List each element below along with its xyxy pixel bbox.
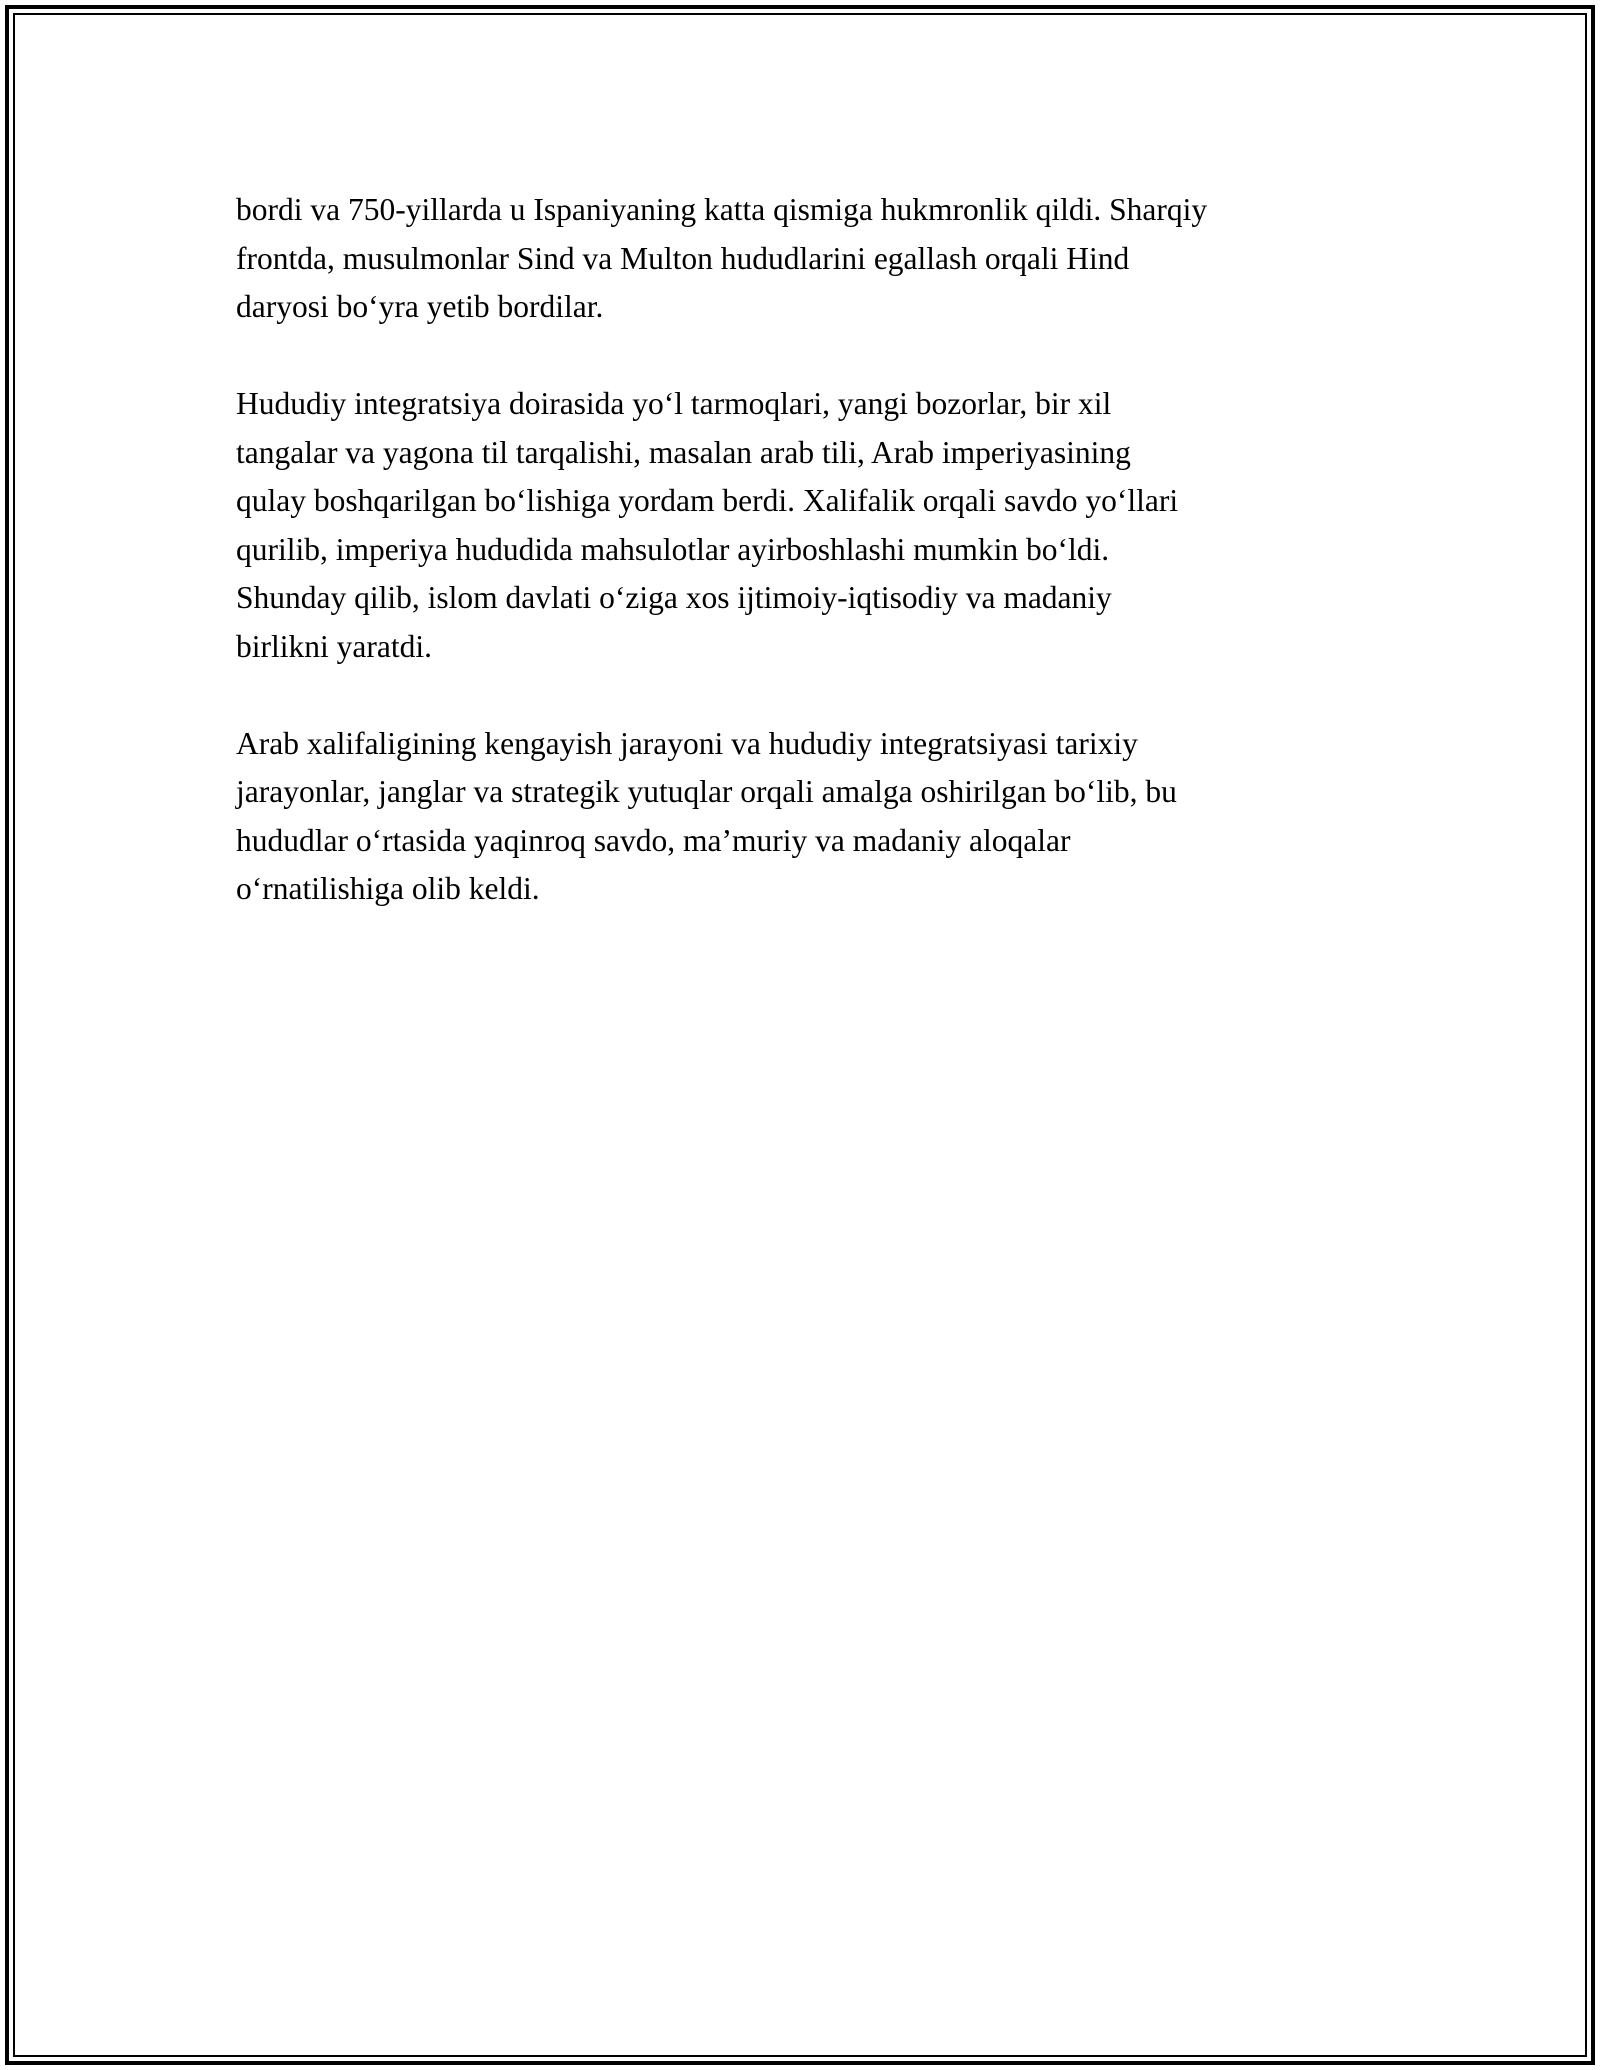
paragraph [236,186,1386,332]
text-line: qurilib, imperiya hududida mahsulotlar ayirboshlashi mumkin bo‘ldi. [236,531,1110,567]
text-line: Shunday qilib, islom davlati o‘ziga xos ijtimoiy-iqtisodiy va madaniy [236,580,1112,615]
text-line: Hududiy integratsiya doirasida yo‘l tarmoqlari, yangi bozorlar, bir xil [236,386,1112,421]
text-line: tangalar va yagona til tarqalishi, masalan arab tili, Arab imperiyasining [236,434,1131,470]
text-line: bordi va 750-yillarda u Ispaniyaning katta qismiga hukmronlik qildi. Sharqiy [236,192,1208,227]
text-line: frontda, musulmonlar Sind va Multon hududlarini egallash orqali Hind [236,240,1130,276]
text-line: jarayonlar, janglar va strategik yutuqlar orqali amalga oshirilgan bo‘lib, bu [236,774,1177,809]
paragraph [236,720,1386,914]
text-line: Arab xalifaligining kengayish jarayoni va hududiy integratsiyasi tarixiy [236,725,1138,761]
text-line: daryosi bo‘yra yetib bordilar. [236,289,604,324]
text-line: o‘rnatilishiga olib keldi. [236,871,540,906]
text-line: hududlar o‘rtasida yaqinroq savdo, ma’muriy va madaniy aloqalar [236,822,1071,858]
text-line: qulay boshqarilgan bo‘lishiga yordam berdi. Xalifalik orqali savdo yo‘llari [236,483,1179,518]
document-body [236,186,1386,962]
paragraph [236,380,1386,671]
text-line: birlikni yaratdi. [236,628,432,664]
